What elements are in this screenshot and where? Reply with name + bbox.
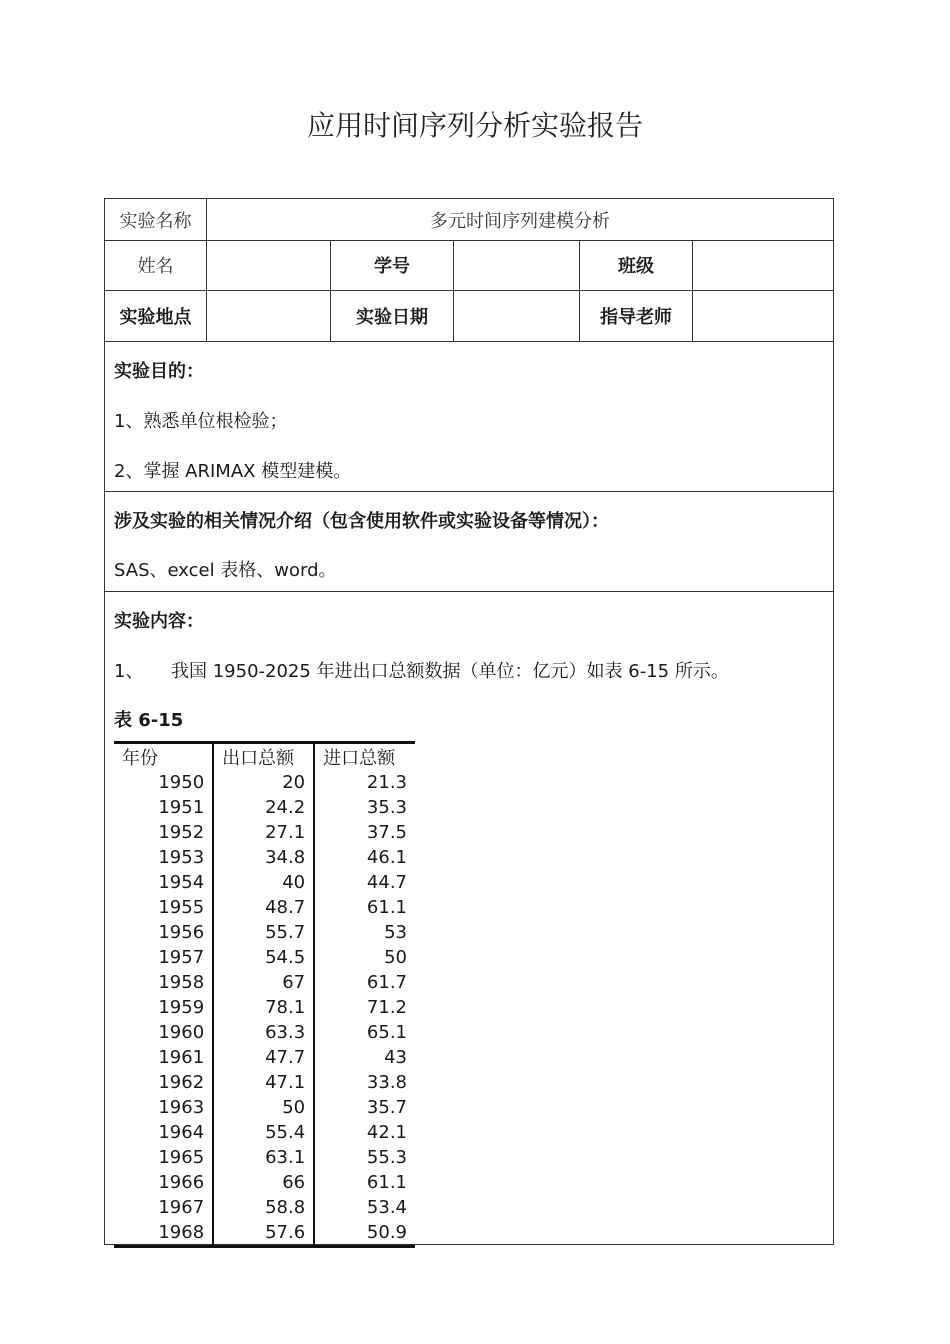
export-cell: 66 [213, 1170, 314, 1195]
table-row [114, 1170, 415, 1195]
export-cell: 54.5 [213, 945, 314, 970]
import-cell: 46.1 [366, 847, 407, 868]
table-caption: 表 6-15 [114, 710, 184, 731]
import-cell: 21.3 [366, 772, 407, 793]
student-info-row [105, 240, 833, 291]
content-item-number: 1、 [114, 661, 144, 682]
export-cell: 55.4 [213, 1120, 314, 1145]
document-title: 应用时间序列分析实验报告 [306, 109, 643, 142]
year-cell: 1965 [114, 1145, 213, 1170]
table-header-row [114, 743, 415, 771]
date-value-field[interactable] [454, 291, 580, 341]
import-cell: 43 [384, 1047, 407, 1068]
year-cell: 1957 [114, 945, 213, 970]
year-cell: 1956 [114, 920, 213, 945]
content-item-text: 我国 1950-2025 年进出口总额数据（单位：亿元）如表 6-15 所示。 [171, 661, 729, 682]
column-header-import: 进口总额 [314, 743, 415, 771]
student-id-value-field[interactable] [454, 240, 580, 290]
export-cell: 40 [213, 870, 314, 895]
column-header-export: 出口总额 [213, 743, 314, 771]
export-cell: 67 [213, 970, 314, 995]
purpose-item: 2、掌握 ARIMAX 模型建模。 [114, 461, 352, 482]
year-cell: 1967 [114, 1195, 213, 1220]
intro-heading: 涉及实验的相关情况介绍（包含使用软件或实验设备等情况）： [114, 511, 609, 532]
location-label: 实验地点 [105, 291, 207, 341]
column-header-year: 年份 [114, 743, 213, 771]
year-cell: 1961 [114, 1045, 213, 1070]
import-cell: 35.7 [366, 1097, 407, 1118]
teacher-label: 指导老师 [580, 291, 693, 341]
table-row [114, 1020, 415, 1045]
name-value-field[interactable] [207, 240, 331, 290]
export-cell: 63.3 [213, 1020, 314, 1045]
export-cell: 55.7 [213, 920, 314, 945]
export-cell: 47.1 [213, 1070, 314, 1095]
import-cell: 33.8 [366, 1072, 407, 1093]
year-cell: 1952 [114, 820, 213, 845]
table-body [114, 770, 415, 1247]
table-row [114, 845, 415, 870]
year-cell: 1953 [114, 845, 213, 870]
teacher-value-field[interactable] [693, 291, 833, 341]
year-cell: 1950 [114, 770, 213, 795]
year-cell: 1958 [114, 970, 213, 995]
year-cell: 1964 [114, 1120, 213, 1145]
class-label: 班级 [580, 240, 693, 290]
year-cell: 1959 [114, 995, 213, 1020]
table-row [114, 1195, 415, 1220]
report-form [104, 198, 834, 1245]
class-value-field[interactable] [693, 240, 833, 290]
student-id-label: 学号 [331, 240, 454, 290]
import-cell: 44.7 [366, 872, 407, 893]
import-cell: 61.1 [366, 1172, 407, 1193]
trade-data-table [114, 741, 415, 1248]
year-cell: 1960 [114, 1020, 213, 1045]
table-row [114, 1095, 415, 1120]
export-cell: 58.8 [213, 1195, 314, 1220]
table-row [114, 1220, 415, 1247]
intro-text: SAS、excel 表格、word。 [114, 560, 337, 581]
import-cell: 42.1 [366, 1122, 407, 1143]
import-cell: 61.7 [366, 972, 407, 993]
table-row [114, 920, 415, 945]
year-cell: 1954 [114, 870, 213, 895]
year-cell: 1963 [114, 1095, 213, 1120]
import-cell: 50.9 [314, 1220, 415, 1247]
export-cell: 78.1 [213, 995, 314, 1020]
table-row [114, 1045, 415, 1070]
content-heading: 实验内容： [114, 611, 204, 632]
purpose-section [105, 342, 833, 492]
export-cell: 57.6 [213, 1220, 314, 1247]
name-label: 姓名 [105, 240, 207, 290]
location-value-field[interactable] [207, 291, 331, 341]
table-row [114, 995, 415, 1020]
import-cell: 53 [384, 922, 407, 943]
table-row [114, 1145, 415, 1170]
intro-section [105, 492, 833, 592]
table-row [114, 970, 415, 995]
export-cell: 47.7 [213, 1045, 314, 1070]
table-row [114, 870, 415, 895]
import-cell: 35.3 [366, 797, 407, 818]
export-cell: 48.7 [213, 895, 314, 920]
table-row [114, 1120, 415, 1145]
import-cell: 55.3 [366, 1147, 407, 1168]
export-cell: 24.2 [213, 795, 314, 820]
table-row [114, 795, 415, 820]
import-cell: 71.2 [366, 997, 407, 1018]
experiment-info-row [105, 291, 833, 342]
export-cell: 34.8 [213, 845, 314, 870]
experiment-name-value: 多元时间序列建模分析 [430, 210, 610, 232]
table-row [114, 895, 415, 920]
year-cell: 1955 [114, 895, 213, 920]
content-section [105, 592, 833, 1244]
year-cell: 1966 [114, 1170, 213, 1195]
import-cell: 37.5 [366, 822, 407, 843]
import-cell: 65.1 [366, 1022, 407, 1043]
export-cell: 50 [213, 1095, 314, 1120]
table-row [114, 945, 415, 970]
year-cell: 1951 [114, 795, 213, 820]
export-cell: 63.1 [213, 1145, 314, 1170]
year-cell: 1968 [114, 1220, 213, 1247]
import-cell: 53.4 [366, 1197, 407, 1218]
experiment-name-label: 实验名称 [105, 199, 207, 240]
table-row [114, 820, 415, 845]
export-cell: 20 [213, 770, 314, 795]
table-row [114, 1070, 415, 1095]
export-cell: 27.1 [213, 820, 314, 845]
date-label: 实验日期 [331, 291, 454, 341]
import-cell: 50 [384, 947, 407, 968]
import-cell: 61.1 [366, 897, 407, 918]
purpose-heading: 实验目的： [114, 361, 204, 382]
table-row [114, 770, 415, 795]
year-cell: 1962 [114, 1070, 213, 1095]
experiment-name-row [105, 199, 833, 241]
purpose-item: 1、熟悉单位根检验； [114, 411, 288, 432]
